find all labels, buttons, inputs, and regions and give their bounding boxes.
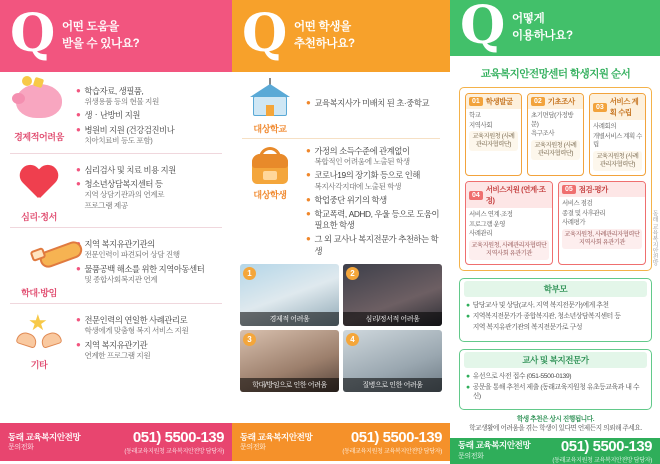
- bullet-item: ● 전문인력의 연일한 사례관리로 학생에게 맞춤형 복지 서비스 지원: [76, 315, 189, 336]
- bullet-item: ● 생‧난방비 지원: [76, 110, 140, 121]
- flow-step-01: [465, 93, 522, 176]
- step-note: 교육지원청 (사례관리자협력단): [593, 151, 642, 171]
- footer-phone[interactable]: 051) 5500-139: [560, 437, 652, 455]
- footer-org: 동래 교육복지안전망: [8, 431, 81, 442]
- footer-contact-3: [450, 438, 660, 464]
- side-vertical-text: 동래 교육복지안전망: [651, 210, 657, 266]
- header-howto: [450, 0, 660, 56]
- bullet-dot-icon: ●: [76, 263, 81, 273]
- backpack-icon: [240, 146, 300, 186]
- step-item: 사례회의: [593, 123, 617, 130]
- category-emotional: [8, 159, 224, 223]
- step-item: 학교: [469, 112, 481, 119]
- footer-caption: (동래교육지원청 교육복지안전망 담당자): [342, 449, 442, 455]
- panel-item: ● 지역복지전문가가 종합복지관, 청소년상담복지센터 등: [466, 313, 621, 321]
- support-categories: [0, 72, 232, 423]
- step-item: 프로그램 운영: [469, 220, 506, 228]
- school-icon: [240, 82, 300, 120]
- column-target: [232, 0, 450, 461]
- photo-caption: 심리/정서적 어려움: [343, 312, 442, 326]
- header-support-text: 어떤 도움을 받을 수 있나요?: [62, 21, 140, 50]
- bullet-item: ● 물품공백 해소를 위한 지역아동센터 및 종합사회복지관 연계: [76, 263, 205, 284]
- divider: [10, 303, 222, 304]
- bullet-item: ● 학교폭력, ADHD, 우울 등으로 도움이 필요한 학생: [306, 209, 440, 231]
- photo-number: 2: [346, 267, 359, 280]
- step-number: 01: [469, 97, 483, 106]
- photo-caption: 학대/방임으로 인한 어려움: [240, 378, 339, 392]
- bullet-item: ● 학업중단 위기의 학생: [306, 194, 387, 205]
- step-item: 사례평가: [562, 219, 586, 227]
- heart-icon: [13, 164, 65, 208]
- step-title: 서비스지원 (연계·조정): [485, 185, 546, 206]
- category-other: [8, 309, 224, 371]
- bullet-dot-icon: ●: [466, 372, 470, 380]
- bullet-item: ● 그 외 교사나 복지전문가 추천하는 학생: [306, 234, 439, 256]
- step-number: 04: [469, 191, 483, 200]
- bullet-dot-icon: ●: [76, 165, 81, 175]
- closing-note-line2: 학교생활에 어려움을 겪는 학생이 있다면 언제든지 의뢰해 주세요.: [469, 425, 642, 433]
- footer-sub: 문의전화: [240, 443, 266, 451]
- bullet-dot-icon: ●: [76, 339, 81, 349]
- footer-contact-1: [0, 423, 232, 461]
- step-item: 초기면담(가정방문): [531, 112, 574, 128]
- bullet-dot-icon: ●: [76, 315, 81, 325]
- group-school: [240, 80, 442, 135]
- panel-item: ● 담당교사 및 상담(교사, 지역 복지전문가)에게 추천: [466, 302, 609, 310]
- bullet-dot-icon: ●: [76, 86, 81, 95]
- bandage-icon: [13, 240, 65, 284]
- panel-parents: [459, 278, 652, 342]
- bullet-dot-icon: ●: [76, 124, 81, 134]
- question-mark-icon: Q: [460, 0, 506, 56]
- bullet-item: ● 학습자료, 생필품, 위생용품 등의 현물 지원: [76, 86, 159, 107]
- step-number: 03: [593, 103, 607, 112]
- bullet-item: ● 코로나19의 장기화 등으로 인해 복지사각지대에 노출된 학생: [306, 170, 420, 191]
- bullet-dot-icon: ●: [466, 302, 470, 310]
- group-label: 대상학교: [253, 124, 287, 134]
- step-title: 서비스 계획 수립: [609, 97, 639, 117]
- photo-abuse: [240, 330, 339, 392]
- step-item: 지역사회: [469, 121, 493, 129]
- header-target-text: 어떤 학생을 추천하나요?: [294, 21, 355, 50]
- column-howto: [450, 0, 660, 464]
- bullet-dot-icon: ●: [306, 234, 311, 244]
- footer-phone[interactable]: 051) 5500-139: [132, 429, 224, 446]
- photo-illness: [343, 330, 442, 392]
- bullet-item: ● 교육복지사가 미배치 된 초·중학교: [306, 98, 430, 108]
- footer-sub: 문의전화: [458, 452, 484, 460]
- step-note: 교육지원청, 사례관리자협력단 지역사회 유관기관: [469, 240, 549, 260]
- divider: [10, 227, 222, 228]
- step-title: 학생발굴: [485, 97, 513, 106]
- footer-phone[interactable]: 051) 5500-139: [350, 429, 442, 446]
- photo-number: 1: [243, 267, 256, 280]
- step-number: 05: [562, 185, 576, 194]
- panel-item: 지역 복지유관기관의 복지전문가로 구성: [472, 324, 583, 332]
- flow-step-05: [558, 181, 646, 265]
- bullet-dot-icon: ●: [306, 194, 311, 204]
- step-note: 교육지원청, 사례관리자협력단 지역사회 유관기관: [562, 229, 642, 249]
- panel-item: ● 유선으로 사전 접수 (051-5500-0139): [466, 372, 572, 380]
- bullet-item: ● 청소년상담복지센터 등 지역 상담기관과의 연계로 프로그램 제공: [76, 179, 165, 210]
- piggy-bank-icon: [13, 84, 65, 128]
- category-label: 기타: [30, 360, 48, 371]
- flow-title: 교육복지안전망센터 학생지원 순서: [480, 68, 631, 80]
- footer-contact-2: [232, 423, 450, 461]
- category-label: 경제적어려움: [14, 132, 64, 142]
- closing-note: [459, 415, 652, 433]
- step-item: 사례관리: [469, 230, 493, 238]
- photo-caption: 질병으로 인한 어려움: [343, 378, 442, 392]
- photo-economic: [240, 264, 339, 326]
- flow-step-02: [527, 93, 584, 176]
- step-item: 욕구조사: [531, 130, 555, 138]
- divider: [242, 138, 440, 139]
- photo-grid: [240, 264, 442, 392]
- step-title: 기초조사: [547, 97, 575, 106]
- category-abuse: [8, 233, 224, 299]
- header-target: [232, 0, 450, 72]
- step-item: 서비스 연계·조정: [469, 211, 513, 219]
- header-howto-text: 어떻게 이용하나요?: [512, 13, 573, 42]
- panel-title: 학부모: [464, 281, 647, 297]
- bullet-dot-icon: ●: [466, 313, 470, 321]
- bullet-dot-icon: ●: [76, 110, 81, 120]
- footer-caption: (동래교육지원청 교육복지안전망 담당자): [552, 457, 652, 464]
- category-economic: [8, 80, 224, 149]
- photo-emotional: [343, 264, 442, 326]
- bullet-dot-icon: ●: [76, 179, 81, 189]
- step-item: 서비스 점검: [562, 200, 593, 208]
- footer-org: 동래 교육복지안전망: [458, 440, 531, 451]
- process-flow: [459, 87, 652, 271]
- bullet-dot-icon: ●: [306, 209, 311, 219]
- column-support: [0, 0, 232, 461]
- footer-caption: (동래교육지원청 교육복지안전망 담당자): [124, 449, 224, 455]
- step-item: 종결 및 사후관리: [562, 209, 606, 217]
- group-student: [240, 144, 442, 260]
- star-hands-icon: ★: [13, 312, 65, 356]
- question-mark-icon: Q: [10, 3, 56, 64]
- header-support: [0, 0, 232, 72]
- photo-number: 4: [346, 333, 359, 346]
- bullet-dot-icon: ●: [306, 146, 311, 155]
- bullet-item: ● 심리검사 및 치료 비용 지원: [76, 165, 176, 176]
- question-mark-icon: Q: [242, 3, 288, 64]
- flow-step-03: [589, 93, 646, 176]
- bullet-dot-icon: ●: [306, 98, 311, 107]
- target-groups: [232, 72, 450, 423]
- bullet-item: 지역 복지유관기관의 전문인력이 파견되어 상담 진행: [76, 239, 224, 260]
- panel-item: ● 공문을 통해 추천서 제출 (동래교육지원청 유초등교육과 내 수신): [466, 383, 640, 400]
- divider: [10, 153, 222, 154]
- bullet-item: ● 가정의 소득수준에 관계없이 복합적인 어려움에 노출된 학생: [306, 146, 410, 167]
- bullet-dot-icon: ●: [466, 383, 470, 391]
- footer-org: 동래 교육복지안전망: [240, 431, 313, 442]
- group-label: 대상학생: [253, 190, 287, 200]
- step-item: 개별서비스 계획 수립: [593, 132, 642, 149]
- closing-note-line1: 학생 추천은 상시 진행됩니다.: [516, 416, 595, 424]
- step-note: 교육지원청 (사례관리자협력단): [469, 131, 518, 151]
- step-title: 점검·평가: [578, 185, 608, 195]
- photo-caption: 경제적 어려움: [240, 312, 339, 326]
- bullet-dot-icon: ●: [306, 170, 311, 180]
- bullet-item: ● 병원비 지원 (건강검진비나 치아치료비 등도 포함): [76, 124, 175, 145]
- category-label: 심리·정서: [21, 212, 57, 223]
- panel-title: 교사 및 복지전문가: [464, 352, 647, 368]
- step-number: 02: [531, 97, 545, 106]
- panel-teachers: [459, 349, 652, 411]
- category-label: 학대·방임: [21, 288, 57, 299]
- footer-sub: 문의전화: [8, 443, 34, 451]
- step-note: 교육지원청 (사례관리자협력단): [531, 140, 580, 160]
- bullet-item: ● 지역 복지유관기관 연계한 프로그램 지원: [76, 339, 151, 360]
- photo-number: 3: [243, 333, 256, 346]
- flow-step-04: [465, 181, 553, 265]
